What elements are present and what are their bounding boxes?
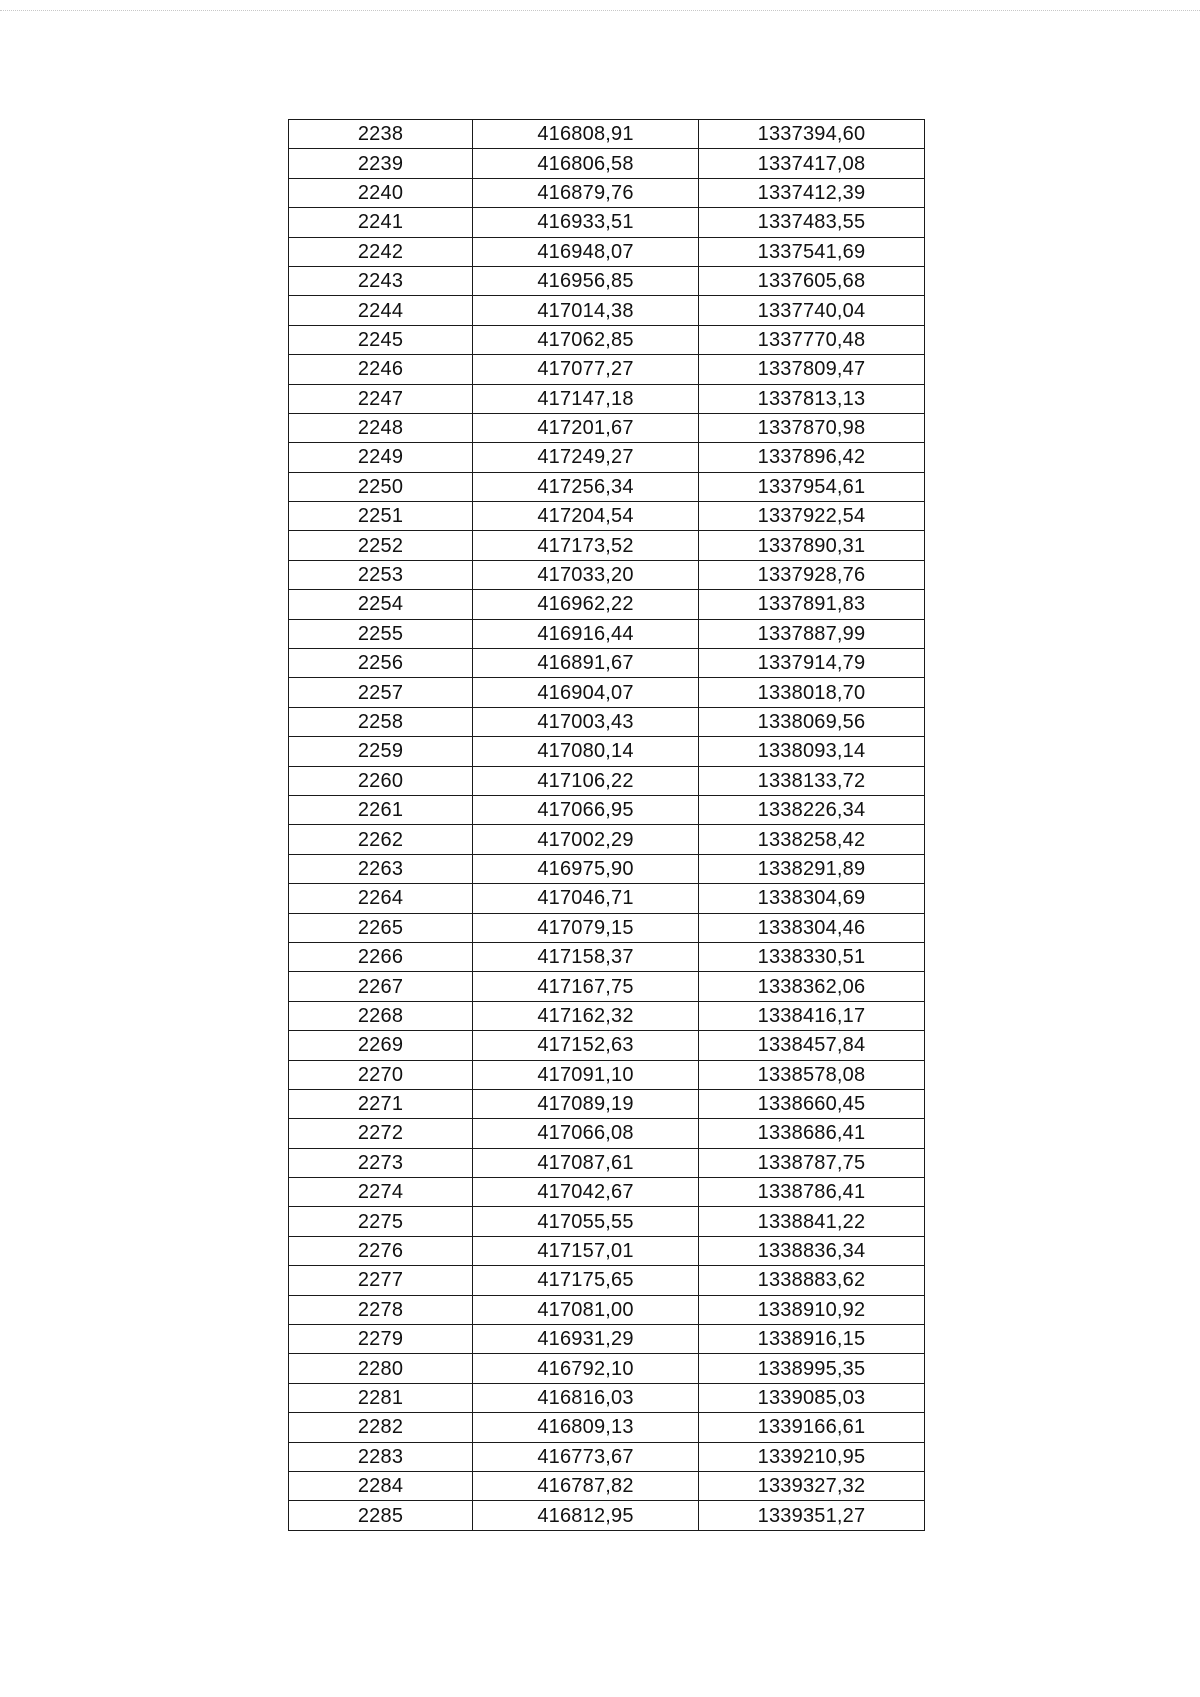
table-row — [289, 296, 925, 325]
table-row — [289, 913, 925, 942]
table-row — [289, 854, 925, 883]
point-number-cell: 2252 — [289, 531, 473, 560]
point-number-cell: 2241 — [289, 208, 473, 237]
y-coordinate-cell: 1338916,15 — [699, 1325, 925, 1354]
x-coordinate-cell: 417147,18 — [473, 384, 699, 413]
table-row — [289, 1295, 925, 1324]
x-coordinate-cell: 417046,71 — [473, 884, 699, 913]
y-coordinate-cell: 1337740,04 — [699, 296, 925, 325]
point-number-cell: 2251 — [289, 502, 473, 531]
y-coordinate-cell: 1337813,13 — [699, 384, 925, 413]
point-number-cell: 2267 — [289, 972, 473, 1001]
x-coordinate-cell: 417162,32 — [473, 1001, 699, 1030]
x-coordinate-cell: 417256,34 — [473, 472, 699, 501]
x-coordinate-cell: 416879,76 — [473, 178, 699, 207]
x-coordinate-cell: 416904,07 — [473, 678, 699, 707]
point-number-cell: 2253 — [289, 560, 473, 589]
y-coordinate-cell: 1338304,69 — [699, 884, 925, 913]
x-coordinate-cell: 417079,15 — [473, 913, 699, 942]
table-row — [289, 1383, 925, 1412]
y-coordinate-cell: 1338883,62 — [699, 1266, 925, 1295]
point-number-cell: 2242 — [289, 237, 473, 266]
y-coordinate-cell: 1338133,72 — [699, 766, 925, 795]
y-coordinate-cell: 1338995,35 — [699, 1354, 925, 1383]
point-number-cell: 2269 — [289, 1031, 473, 1060]
x-coordinate-cell: 417201,67 — [473, 413, 699, 442]
table-row — [289, 1207, 925, 1236]
x-coordinate-cell: 417033,20 — [473, 560, 699, 589]
y-coordinate-cell: 1339085,03 — [699, 1383, 925, 1412]
table-row — [289, 413, 925, 442]
x-coordinate-cell: 417066,95 — [473, 795, 699, 824]
table-row — [289, 472, 925, 501]
x-coordinate-cell: 416812,95 — [473, 1501, 699, 1530]
point-number-cell: 2285 — [289, 1501, 473, 1530]
point-number-cell: 2244 — [289, 296, 473, 325]
y-coordinate-cell: 1338362,06 — [699, 972, 925, 1001]
point-number-cell: 2240 — [289, 178, 473, 207]
x-coordinate-cell: 416933,51 — [473, 208, 699, 237]
y-coordinate-cell: 1339210,95 — [699, 1442, 925, 1471]
point-number-cell: 2250 — [289, 472, 473, 501]
x-coordinate-cell: 417062,85 — [473, 325, 699, 354]
table-row — [289, 795, 925, 824]
table-row — [289, 178, 925, 207]
y-coordinate-cell: 1339327,32 — [699, 1471, 925, 1500]
y-coordinate-cell: 1338330,51 — [699, 942, 925, 971]
y-coordinate-cell: 1338910,92 — [699, 1295, 925, 1324]
y-coordinate-cell: 1338841,22 — [699, 1207, 925, 1236]
x-coordinate-cell: 417014,38 — [473, 296, 699, 325]
point-number-cell: 2254 — [289, 590, 473, 619]
x-coordinate-cell: 416787,82 — [473, 1471, 699, 1500]
point-number-cell: 2283 — [289, 1442, 473, 1471]
point-number-cell: 2271 — [289, 1089, 473, 1118]
x-coordinate-cell: 417055,55 — [473, 1207, 699, 1236]
table-row — [289, 443, 925, 472]
point-number-cell: 2255 — [289, 619, 473, 648]
table-row — [289, 384, 925, 413]
table-row — [289, 325, 925, 354]
point-number-cell: 2258 — [289, 707, 473, 736]
table-row — [289, 972, 925, 1001]
point-number-cell: 2279 — [289, 1325, 473, 1354]
point-number-cell: 2274 — [289, 1178, 473, 1207]
y-coordinate-cell: 1337394,60 — [699, 120, 925, 149]
table-row — [289, 1089, 925, 1118]
x-coordinate-cell: 416891,67 — [473, 649, 699, 678]
x-coordinate-cell: 417167,75 — [473, 972, 699, 1001]
x-coordinate-cell: 417106,22 — [473, 766, 699, 795]
table-row — [289, 208, 925, 237]
y-coordinate-cell: 1337922,54 — [699, 502, 925, 531]
point-number-cell: 2259 — [289, 737, 473, 766]
x-coordinate-cell: 416962,22 — [473, 590, 699, 619]
point-number-cell: 2275 — [289, 1207, 473, 1236]
table-row — [289, 766, 925, 795]
coordinates-table-body — [289, 120, 925, 1531]
table-row — [289, 619, 925, 648]
x-coordinate-cell: 417081,00 — [473, 1295, 699, 1324]
point-number-cell: 2257 — [289, 678, 473, 707]
point-number-cell: 2281 — [289, 1383, 473, 1412]
x-coordinate-cell: 416808,91 — [473, 120, 699, 149]
x-coordinate-cell: 416931,29 — [473, 1325, 699, 1354]
point-number-cell: 2276 — [289, 1236, 473, 1265]
y-coordinate-cell: 1338836,34 — [699, 1236, 925, 1265]
table-row — [289, 884, 925, 913]
y-coordinate-cell: 1338686,41 — [699, 1119, 925, 1148]
point-number-cell: 2239 — [289, 149, 473, 178]
y-coordinate-cell: 1337412,39 — [699, 178, 925, 207]
y-coordinate-cell: 1337417,08 — [699, 149, 925, 178]
table-row — [289, 1442, 925, 1471]
x-coordinate-cell: 416948,07 — [473, 237, 699, 266]
y-coordinate-cell: 1337891,83 — [699, 590, 925, 619]
x-coordinate-cell: 417080,14 — [473, 737, 699, 766]
y-coordinate-cell: 1338304,46 — [699, 913, 925, 942]
point-number-cell: 2280 — [289, 1354, 473, 1383]
table-row — [289, 1325, 925, 1354]
point-number-cell: 2272 — [289, 1119, 473, 1148]
table-row — [289, 649, 925, 678]
table-row — [289, 1060, 925, 1089]
table-row — [289, 590, 925, 619]
y-coordinate-cell: 1338660,45 — [699, 1089, 925, 1118]
x-coordinate-cell: 417158,37 — [473, 942, 699, 971]
point-number-cell: 2247 — [289, 384, 473, 413]
scan-edge-line — [0, 10, 1200, 11]
x-coordinate-cell: 416773,67 — [473, 1442, 699, 1471]
table-row — [289, 1119, 925, 1148]
x-coordinate-cell: 416792,10 — [473, 1354, 699, 1383]
table-row — [289, 1413, 925, 1442]
x-coordinate-cell: 417089,19 — [473, 1089, 699, 1118]
table-row — [289, 1471, 925, 1500]
y-coordinate-cell: 1338578,08 — [699, 1060, 925, 1089]
point-number-cell: 2261 — [289, 795, 473, 824]
table-row — [289, 120, 925, 149]
point-number-cell: 2246 — [289, 355, 473, 384]
y-coordinate-cell: 1337890,31 — [699, 531, 925, 560]
point-number-cell: 2256 — [289, 649, 473, 678]
table-row — [289, 942, 925, 971]
table-row — [289, 502, 925, 531]
point-number-cell: 2277 — [289, 1266, 473, 1295]
x-coordinate-cell: 416816,03 — [473, 1383, 699, 1412]
x-coordinate-cell: 417002,29 — [473, 825, 699, 854]
x-coordinate-cell: 417249,27 — [473, 443, 699, 472]
x-coordinate-cell: 417157,01 — [473, 1236, 699, 1265]
table-row — [289, 1236, 925, 1265]
y-coordinate-cell: 1339351,27 — [699, 1501, 925, 1530]
y-coordinate-cell: 1338258,42 — [699, 825, 925, 854]
y-coordinate-cell: 1337605,68 — [699, 266, 925, 295]
point-number-cell: 2262 — [289, 825, 473, 854]
x-coordinate-cell: 416975,90 — [473, 854, 699, 883]
y-coordinate-cell: 1338787,75 — [699, 1148, 925, 1177]
y-coordinate-cell: 1337887,99 — [699, 619, 925, 648]
y-coordinate-cell: 1337809,47 — [699, 355, 925, 384]
y-coordinate-cell: 1337541,69 — [699, 237, 925, 266]
point-number-cell: 2238 — [289, 120, 473, 149]
x-coordinate-cell: 416916,44 — [473, 619, 699, 648]
table-row — [289, 237, 925, 266]
table-row — [289, 707, 925, 736]
point-number-cell: 2273 — [289, 1148, 473, 1177]
point-number-cell: 2284 — [289, 1471, 473, 1500]
point-number-cell: 2278 — [289, 1295, 473, 1324]
table-row — [289, 678, 925, 707]
table-row — [289, 531, 925, 560]
x-coordinate-cell: 416806,58 — [473, 149, 699, 178]
table-row — [289, 149, 925, 178]
point-number-cell: 2264 — [289, 884, 473, 913]
coordinates-table — [288, 119, 925, 1531]
point-number-cell: 2263 — [289, 854, 473, 883]
x-coordinate-cell: 417087,61 — [473, 1148, 699, 1177]
y-coordinate-cell: 1337954,61 — [699, 472, 925, 501]
point-number-cell: 2248 — [289, 413, 473, 442]
point-number-cell: 2249 — [289, 443, 473, 472]
table-row — [289, 1001, 925, 1030]
table-row — [289, 1354, 925, 1383]
x-coordinate-cell: 417152,63 — [473, 1031, 699, 1060]
y-coordinate-cell: 1337770,48 — [699, 325, 925, 354]
point-number-cell: 2282 — [289, 1413, 473, 1442]
y-coordinate-cell: 1338226,34 — [699, 795, 925, 824]
y-coordinate-cell: 1337483,55 — [699, 208, 925, 237]
table-row — [289, 737, 925, 766]
y-coordinate-cell: 1338069,56 — [699, 707, 925, 736]
point-number-cell: 2243 — [289, 266, 473, 295]
y-coordinate-cell: 1338786,41 — [699, 1178, 925, 1207]
y-coordinate-cell: 1339166,61 — [699, 1413, 925, 1442]
table-row — [289, 560, 925, 589]
y-coordinate-cell: 1338018,70 — [699, 678, 925, 707]
y-coordinate-cell: 1337928,76 — [699, 560, 925, 589]
point-number-cell: 2270 — [289, 1060, 473, 1089]
table-row — [289, 266, 925, 295]
y-coordinate-cell: 1337914,79 — [699, 649, 925, 678]
table-row — [289, 1031, 925, 1060]
x-coordinate-cell: 417077,27 — [473, 355, 699, 384]
table-row — [289, 825, 925, 854]
y-coordinate-cell: 1338291,89 — [699, 854, 925, 883]
y-coordinate-cell: 1337870,98 — [699, 413, 925, 442]
y-coordinate-cell: 1338416,17 — [699, 1001, 925, 1030]
table-row — [289, 1178, 925, 1207]
x-coordinate-cell: 417091,10 — [473, 1060, 699, 1089]
y-coordinate-cell: 1338093,14 — [699, 737, 925, 766]
x-coordinate-cell: 416956,85 — [473, 266, 699, 295]
table-row — [289, 1148, 925, 1177]
table-row — [289, 1266, 925, 1295]
point-number-cell: 2245 — [289, 325, 473, 354]
table-row — [289, 1501, 925, 1530]
x-coordinate-cell: 417042,67 — [473, 1178, 699, 1207]
x-coordinate-cell: 417175,65 — [473, 1266, 699, 1295]
x-coordinate-cell: 417173,52 — [473, 531, 699, 560]
table-row — [289, 355, 925, 384]
point-number-cell: 2266 — [289, 942, 473, 971]
point-number-cell: 2265 — [289, 913, 473, 942]
y-coordinate-cell: 1337896,42 — [699, 443, 925, 472]
x-coordinate-cell: 417003,43 — [473, 707, 699, 736]
y-coordinate-cell: 1338457,84 — [699, 1031, 925, 1060]
point-number-cell: 2268 — [289, 1001, 473, 1030]
point-number-cell: 2260 — [289, 766, 473, 795]
x-coordinate-cell: 417204,54 — [473, 502, 699, 531]
x-coordinate-cell: 416809,13 — [473, 1413, 699, 1442]
x-coordinate-cell: 417066,08 — [473, 1119, 699, 1148]
